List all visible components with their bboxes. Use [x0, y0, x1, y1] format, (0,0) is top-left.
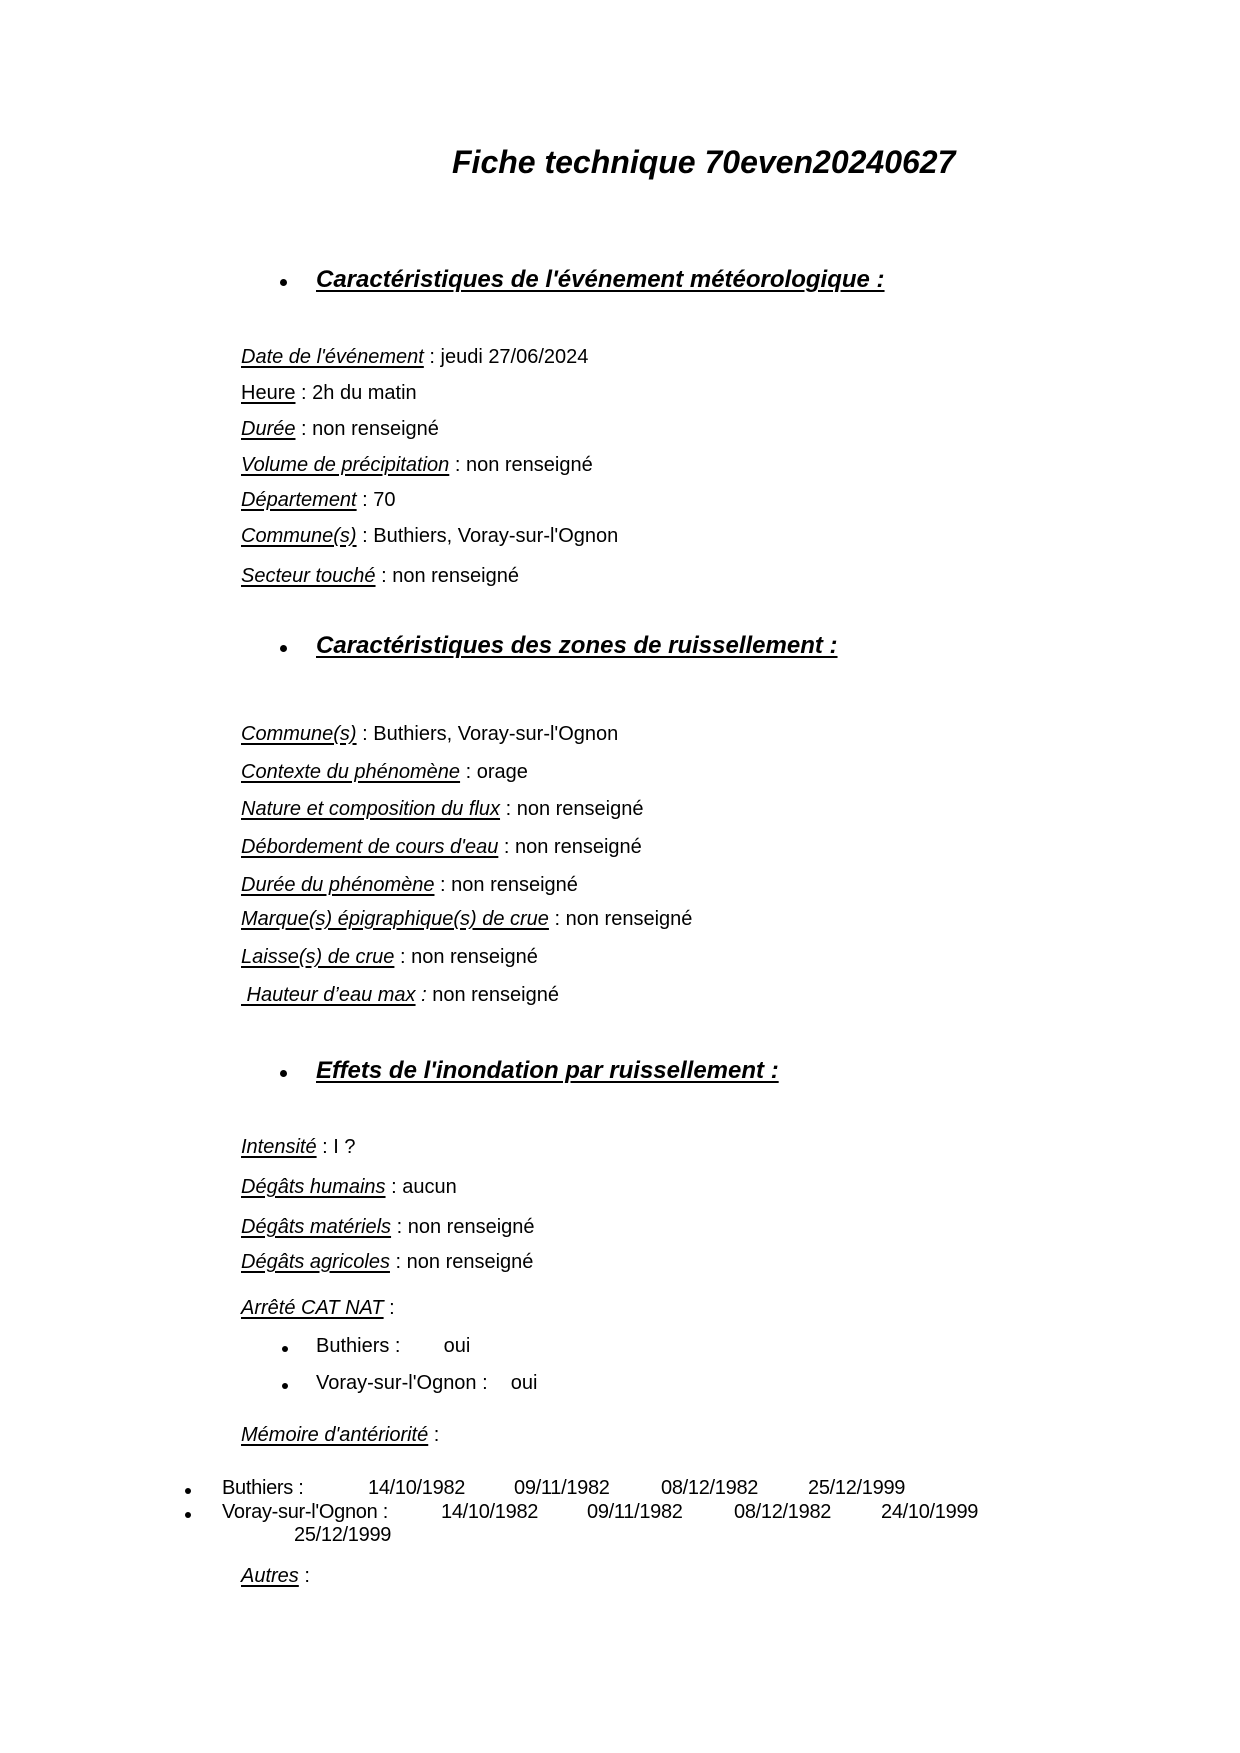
memoire-date: 08/12/1982: [734, 1501, 832, 1523]
field-value: non renseigné: [406, 1251, 534, 1273]
field-sep: :: [415, 984, 433, 1006]
cat-nat-value: oui: [510, 1372, 538, 1394]
field-label: Durée du phénomène: [241, 874, 435, 896]
field-nature: [241, 798, 643, 821]
section-heading-event: [316, 266, 885, 294]
field-label: Hauteur d’eau max: [241, 984, 416, 1006]
list-bullet: [185, 1512, 191, 1518]
field-communes: [241, 525, 618, 548]
field-sep: :: [498, 836, 515, 858]
field-sep: :: [356, 525, 374, 547]
field-heure: [241, 382, 417, 405]
field-degats-materiels: [241, 1216, 535, 1239]
memoire-date: 24/10/1999: [881, 1501, 979, 1523]
field-laisses: [241, 946, 538, 969]
field-value: jeudi 27/06/2024: [440, 346, 589, 368]
field-label: Dégâts agricoles: [241, 1251, 390, 1273]
memoire-date: 14/10/1982: [368, 1477, 466, 1499]
field-label: Date de l'événement: [241, 346, 424, 368]
page-title: Fiche technique 70even20240627: [452, 144, 956, 180]
field-sep: :: [460, 761, 477, 783]
field-label: Mémoire d'antériorité: [241, 1424, 429, 1446]
field-value: 70: [373, 489, 396, 511]
field-sep: :: [391, 1216, 408, 1238]
field-label: Volume de précipitation: [241, 454, 450, 476]
memoire-item: [222, 1477, 303, 1500]
section-heading-text: Caractéristiques des zones de ruissellement :: [316, 632, 838, 659]
field-sep: :: [316, 1136, 334, 1158]
field-label: Contexte du phénomène: [241, 761, 461, 783]
field-label: Autres: [241, 1565, 299, 1587]
cat-nat-commune: Voray-sur-l'Ognon :: [316, 1372, 488, 1394]
field-cat-nat: [241, 1297, 395, 1320]
field-debordement: [241, 836, 642, 859]
field-sep: :: [548, 908, 566, 930]
field-degats-agricoles: [241, 1251, 533, 1274]
memoire-date: 14/10/1982: [441, 1501, 539, 1523]
field-value: non renseigné: [515, 836, 642, 858]
field-label: Heure: [241, 382, 296, 404]
field-value: non renseigné: [432, 984, 559, 1006]
field-label: Commune(s): [241, 525, 357, 547]
field-value: non renseigné: [407, 1216, 535, 1238]
field-label: Arrêté CAT NAT: [241, 1297, 384, 1319]
field-value: non renseigné: [565, 908, 693, 930]
field-marques: [241, 908, 692, 931]
field-memoire: [241, 1424, 439, 1447]
list-bullet: [185, 1488, 191, 1494]
field-label: Secteur touché: [241, 565, 376, 587]
field-hauteur: [241, 984, 559, 1007]
memoire-date: 09/11/1982: [587, 1501, 683, 1523]
section-heading-text: Effets de l'inondation par ruissellement :: [316, 1057, 779, 1084]
field-sep: :: [383, 1297, 395, 1319]
memoire-item: [222, 1501, 388, 1524]
field-sep: :: [295, 382, 313, 404]
field-value: non renseigné: [516, 798, 644, 820]
field-sep: :: [394, 946, 412, 968]
field-value: non renseigné: [392, 565, 519, 587]
field-sep: :: [356, 723, 374, 745]
cat-nat-value: oui: [443, 1335, 471, 1357]
field-value: non renseigné: [411, 946, 538, 968]
field-value: orage: [476, 761, 528, 783]
field-secteur: [241, 565, 519, 588]
field-departement: [241, 489, 396, 512]
field-sep: :: [385, 1176, 403, 1198]
cat-nat-item: [316, 1335, 470, 1358]
field-sep: :: [500, 798, 517, 820]
field-label: Nature et composition du flux: [241, 798, 501, 820]
field-value: Buthiers, Voray-sur-l'Ognon: [373, 525, 619, 547]
field-label: Dégâts humains: [241, 1176, 386, 1198]
field-contexte: [241, 761, 528, 784]
field-communes-zones: [241, 723, 618, 746]
section-heading-zones: [316, 632, 838, 660]
section-bullet: [280, 1070, 287, 1077]
field-sep: :: [428, 1424, 440, 1446]
memoire-date: 25/12/1999: [808, 1477, 906, 1499]
field-sep: :: [449, 454, 466, 476]
field-degats-humains: [241, 1176, 457, 1199]
field-date: [241, 346, 588, 369]
memoire-date: 09/11/1982: [514, 1477, 610, 1499]
field-value: 2h du matin: [312, 382, 417, 404]
field-autres: [241, 1565, 310, 1588]
section-heading-text: Caractéristiques de l'événement météorologique :: [316, 266, 885, 293]
field-sep: :: [295, 418, 313, 440]
field-volume: [241, 454, 593, 477]
list-bullet: [282, 1383, 288, 1389]
field-intensite: [241, 1136, 356, 1159]
field-value: aucun: [402, 1176, 457, 1198]
field-sep: :: [389, 1251, 407, 1273]
field-label: Dégâts matériels: [241, 1216, 392, 1238]
field-label: Marque(s) épigraphique(s) de crue: [241, 908, 549, 930]
field-value: non renseigné: [312, 418, 439, 440]
field-sep: :: [375, 565, 393, 587]
field-label: Intensité: [241, 1136, 317, 1158]
memoire-commune: Voray-sur-l'Ognon :: [222, 1501, 388, 1523]
cat-nat-commune: Buthiers :: [316, 1335, 401, 1357]
list-bullet: [282, 1346, 288, 1352]
memoire-date: 08/12/1982: [661, 1477, 759, 1499]
field-sep: :: [356, 489, 374, 511]
memoire-commune: Buthiers :: [222, 1477, 304, 1499]
field-value: I ?: [333, 1136, 356, 1158]
field-label: Département: [241, 489, 357, 511]
section-bullet: [280, 279, 287, 286]
field-sep: :: [298, 1565, 310, 1587]
field-label: Laisse(s) de crue: [241, 946, 395, 968]
field-label: Débordement de cours d'eau: [241, 836, 499, 858]
field-label: Durée: [241, 418, 296, 440]
field-label: Commune(s): [241, 723, 357, 745]
field-value: non renseigné: [451, 874, 578, 896]
field-duree-phenomene: [241, 874, 578, 897]
field-value: non renseigné: [465, 454, 593, 476]
field-sep: :: [423, 346, 441, 368]
cat-nat-item: [316, 1372, 538, 1395]
memoire-date: 25/12/1999: [294, 1524, 392, 1546]
section-heading-effets: [316, 1057, 779, 1085]
section-bullet: [280, 645, 287, 652]
field-sep: :: [434, 874, 452, 896]
field-value: Buthiers, Voray-sur-l'Ognon: [373, 723, 619, 745]
field-duree: [241, 418, 439, 441]
